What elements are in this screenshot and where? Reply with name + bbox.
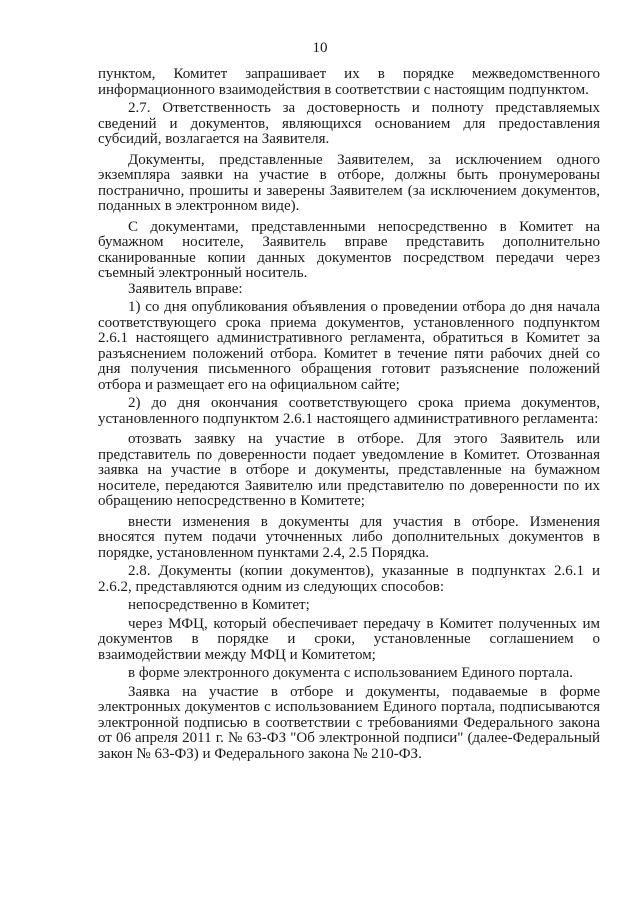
paragraph-continuation: пунктом, Комитет запрашивает их в порядке межведомственного информационного взаимодействия в соответствии с настоящим подпунктом. [98, 66, 600, 98]
paragraph-documents-numbering: Документы, представленные Заявителем, за исключением одного экземпляра заявки на участие в отборе, должны быть пронумерованы постранично, прошиты и заверены Заявителем (за исключением документов, поданных в электронном виде). [98, 151, 600, 214]
paragraph-scanned-copies: С документами, представленными непосредственно в Комитет на бумажном носителе, Заявитель вправе представить дополнительно сканированные копии данных документов посредством передачи через съемный электронный носитель. [98, 218, 600, 281]
paragraph-applicant-rights: Заявитель вправе: [128, 280, 243, 297]
list-item-1: 1) со дня опубликования объявления о проведении отбора до дня начала соответствующего срока приема документов, установленного подпунктом 2.6.1 настоящего административного регламента, обратиться в Комитет за разъяснением положений отбора. Комитет в течение пяти рабочих дней со дня получения письменного обращения готовит разъяснение положений отбора и размещает его на официальном сайте; [98, 299, 600, 393]
method-directly: непосредственно в Комитет; [128, 597, 310, 613]
page-number: 10 [312, 40, 328, 56]
paragraph-withdraw-application: отозвать заявку на участие в отборе. Для этого Заявитель или представитель по доверенности подает уведомление в Комитет. Отозванная заявка на участие в отборе и документы, представленные на бумажном носителе, передаются Заявителю или представителю по доверенности по их обращению непосредственно в Комитете; [98, 431, 600, 509]
paragraph-2-7: 2.7. Ответственность за достоверность и полноту представляемых сведений и документов, являющихся основанием для предоставления субсидий, возлагается на Заявителя. [98, 100, 600, 147]
paragraph-electronic-signature: Заявка на участие в отборе и документы, подаваемые в форме электронных документов с использованием Единого портала, подписываются электронной подписью в соответствии с требованиями Федерального закона от 06 апреля 2011 г. № 63-ФЗ "Об электронной подписи" (далее-Федеральный закон № 63-ФЗ) и Федерального закона № 210-ФЗ. [98, 683, 600, 762]
paragraph-make-changes: внести изменения в документы для участия в отборе. Изменения вносятся путем подачи уточненных либо дополнительных документов в порядке, установленном пунктами 2.4, 2.5 Порядка. [98, 513, 600, 561]
paragraph-2-8: 2.8. Документы (копии документов), указанные в подпунктах 2.6.1 и 2.6.2, представляются одним из следующих способов: [98, 563, 600, 595]
method-mfc: через МФЦ, который обеспечивает передачу в Комитет полученных им документов в порядке и сроки, установленные соглашением о взаимодействии между МФЦ и Комитетом; [98, 615, 600, 663]
list-item-2: 2) до дня окончания соответствующего срока приема документов, установленного подпунктом 2.6.1 настоящего административного регламента: [98, 395, 600, 427]
document-body [98, 67, 600, 762]
method-electronic: в форме электронного документа с использованием Единого портала. [128, 665, 573, 681]
